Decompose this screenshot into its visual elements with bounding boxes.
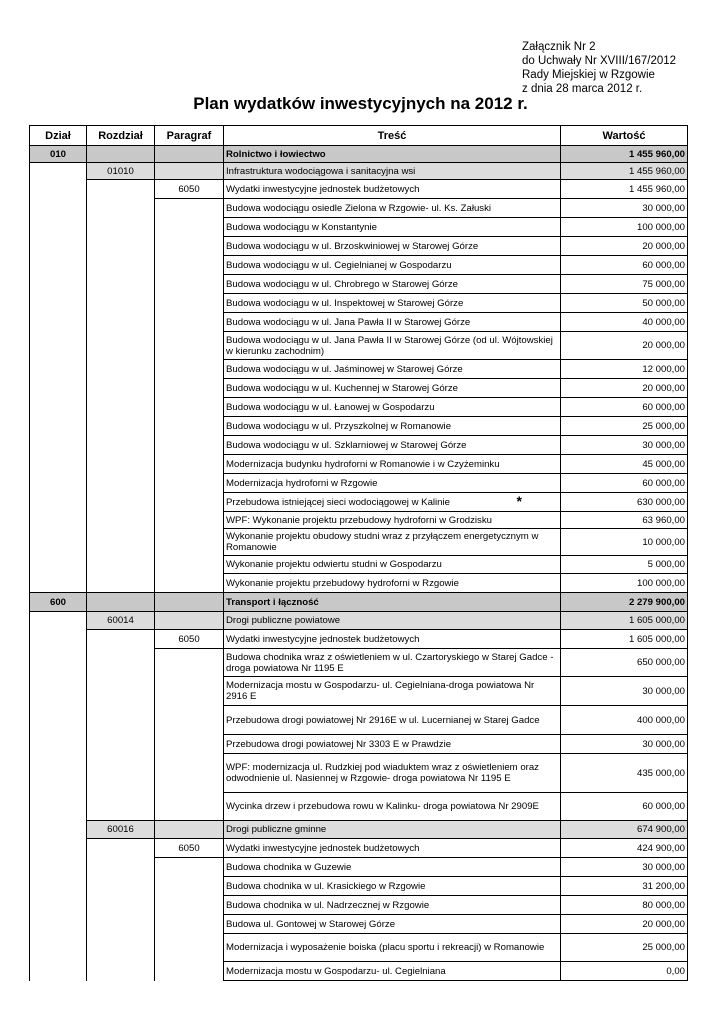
table-header-row (30, 126, 688, 146)
wartosc-cell: 60 000,00 (561, 793, 688, 821)
paragraf-cell (155, 455, 224, 474)
wartosc-cell: 25 000,00 (561, 934, 688, 962)
rozdzial-cell (87, 146, 155, 163)
tresc-cell: Budowa chodnika w ul. Krasickiego w Rzgowie (224, 877, 561, 896)
table-row (30, 934, 688, 962)
dzial-cell (30, 574, 87, 593)
table-row (30, 218, 688, 237)
tresc-cell: Przebudowa drogi powiatowej Nr 2916E w ul. Lucernianej w Starej Gadce (224, 706, 561, 735)
rozdzial-cell (87, 180, 155, 199)
paragraf-cell (155, 793, 224, 821)
dzial-cell (30, 735, 87, 754)
dzial-cell (30, 332, 87, 360)
tresc-cell: Drogi publiczne gminne (224, 821, 561, 839)
table-row (30, 436, 688, 455)
paragraf-cell (155, 379, 224, 398)
table-row (30, 735, 688, 754)
table-row (30, 574, 688, 593)
rozdzial-row (30, 821, 688, 839)
dzial-row (30, 593, 688, 612)
table-row (30, 313, 688, 332)
attachment-note (522, 40, 676, 96)
dzial-cell (30, 821, 87, 839)
rozdzial-cell (87, 839, 155, 858)
dzial-cell (30, 556, 87, 574)
wartosc-cell: 40 000,00 (561, 313, 688, 332)
table-row (30, 237, 688, 256)
wartosc-cell: 1 455 960,00 (561, 146, 688, 163)
tresc-cell: Wykonanie projektu przebudowy hydroforni w Rzgowie (224, 574, 561, 593)
tresc-cell: Wykonanie projektu odwiertu studni w Gospodarzu (224, 556, 561, 574)
rozdzial-cell (87, 793, 155, 821)
paragraf-cell (155, 436, 224, 455)
rozdzial-cell (87, 962, 155, 981)
wartosc-cell: 30 000,00 (561, 199, 688, 218)
table-body (30, 146, 688, 981)
rozdzial-cell (87, 237, 155, 256)
dzial-cell (30, 474, 87, 493)
tresc-cell: Budowa wodociągu w ul. Inspektowej w Starowej Górze (224, 294, 561, 313)
rozdzial-cell (87, 493, 155, 512)
wartosc-cell: 12 000,00 (561, 360, 688, 379)
tresc-cell: WPF: Wykonanie projektu przebudowy hydroforni w Grodzisku (224, 512, 561, 529)
wartosc-cell: 60 000,00 (561, 474, 688, 493)
dzial-cell (30, 612, 87, 630)
rozdzial-cell (87, 332, 155, 360)
wartosc-cell: 75 000,00 (561, 275, 688, 294)
wartosc-cell: 30 000,00 (561, 436, 688, 455)
rozdzial-cell (87, 735, 155, 754)
wartosc-cell: 674 900,00 (561, 821, 688, 839)
dzial-cell (30, 630, 87, 649)
rozdzial-cell: 01010 (87, 163, 155, 180)
table-row (30, 360, 688, 379)
tresc-cell: Budowa wodociągu w ul. Jana Pawła II w Starowej Górze (od ul. Wójtowskiej w kierunku zachodnim) (224, 332, 561, 360)
paragraf-cell (155, 754, 224, 793)
table-row (30, 677, 688, 706)
dzial-cell (30, 915, 87, 934)
table-row (30, 417, 688, 436)
tresc-cell: Budowa ul. Gontowej w Starowej Górze (224, 915, 561, 934)
table-row (30, 294, 688, 313)
tresc-cell: Rolnictwo i łowiectwo (224, 146, 561, 163)
page-title (0, 94, 725, 114)
wartosc-cell: 30 000,00 (561, 677, 688, 706)
table-row (30, 649, 688, 677)
header-wartosc: Wartość (561, 126, 688, 146)
wartosc-cell: 20 000,00 (561, 332, 688, 360)
dzial-cell (30, 256, 87, 275)
tresc-cell: Przebudowa drogi powiatowej Nr 3303 E w Prawdzie (224, 735, 561, 754)
header-dzial: Dział (30, 126, 87, 146)
wartosc-cell: 30 000,00 (561, 735, 688, 754)
asterisk-mark: * (516, 492, 522, 509)
table-row (30, 332, 688, 360)
rozdzial-cell (87, 915, 155, 934)
table-row (30, 706, 688, 735)
table-row (30, 398, 688, 417)
paragraf-cell (155, 677, 224, 706)
rozdzial-cell (87, 877, 155, 896)
wartosc-cell: 100 000,00 (561, 574, 688, 593)
wartosc-cell: 435 000,00 (561, 754, 688, 793)
table-row (30, 754, 688, 793)
paragraf-cell (155, 474, 224, 493)
rozdzial-cell (87, 858, 155, 877)
dzial-cell (30, 858, 87, 877)
page-title-text: Plan wydatków inwestycyjnych na 2012 r. (193, 94, 528, 113)
tresc-cell: Budowa wodociągu w ul. Cegielnianej w Gospodarzu (224, 256, 561, 275)
wartosc-cell: 1 455 960,00 (561, 180, 688, 199)
tresc-cell: WPF: modernizacja ul. Rudzkiej pod wiaduktem wraz z oświetleniem oraz odwodnienie ul. Nasiennej w Rzgowie- droga powiatowa Nr 1195 E (224, 754, 561, 793)
wartosc-cell: 25 000,00 (561, 417, 688, 436)
paragraf-cell (155, 275, 224, 294)
paragraf-cell (155, 821, 224, 839)
wartosc-cell: 45 000,00 (561, 455, 688, 474)
dzial-cell (30, 493, 87, 512)
rozdzial-cell (87, 313, 155, 332)
table-row (30, 896, 688, 915)
rozdzial-cell (87, 630, 155, 649)
paragraf-cell (155, 199, 224, 218)
wartosc-cell: 63 960,00 (561, 512, 688, 529)
dzial-cell (30, 180, 87, 199)
rozdzial-cell (87, 294, 155, 313)
table-row (30, 858, 688, 877)
rozdzial-cell (87, 436, 155, 455)
tresc-cell: Budowa wodociągu w ul. Przyszkolnej w Romanowie (224, 417, 561, 436)
paragraf-cell (155, 556, 224, 574)
tresc-cell: Budowa chodnika w ul. Nadrzecznej w Rzgowie (224, 896, 561, 915)
rozdzial-cell (87, 706, 155, 735)
rozdzial-cell (87, 512, 155, 529)
tresc-cell: Modernizacja budynku hydroforni w Romanowie i w Czyżeminku (224, 455, 561, 474)
dzial-cell (30, 218, 87, 237)
dzial-cell (30, 275, 87, 294)
paragraf-cell (155, 915, 224, 934)
dzial-cell (30, 706, 87, 735)
tresc-cell: Budowa wodociągu w ul. Jaśminowej w Starowej Górze (224, 360, 561, 379)
wartosc-cell: 650 000,00 (561, 649, 688, 677)
rozdzial-cell (87, 556, 155, 574)
table-row (30, 915, 688, 934)
tresc-cell: Budowa wodociągu osiedle Zielona w Rzgowie- ul. Ks. Załuski (224, 199, 561, 218)
dzial-cell (30, 512, 87, 529)
wartosc-cell: 60 000,00 (561, 398, 688, 417)
dzial-cell (30, 237, 87, 256)
paragraf-row (30, 839, 688, 858)
tresc-cell: Modernizacja i wyposażenie boiska (placu sportu i rekreacji) w Romanowie (224, 934, 561, 962)
rozdzial-cell: 60014 (87, 612, 155, 630)
paragraf-cell (155, 649, 224, 677)
dzial-cell (30, 754, 87, 793)
wartosc-cell: 30 000,00 (561, 858, 688, 877)
table-row (30, 962, 688, 981)
tresc-cell: Budowa wodociągu w ul. Kuchennej w Starowej Górze (224, 379, 561, 398)
table-row (30, 556, 688, 574)
dzial-cell: 600 (30, 593, 87, 612)
rozdzial-cell (87, 677, 155, 706)
paragraf-cell (155, 574, 224, 593)
table-row (30, 512, 688, 529)
tresc-cell: Drogi publiczne powiatowe (224, 612, 561, 630)
wartosc-cell: 1 455 960,00 (561, 163, 688, 180)
paragraf-cell (155, 256, 224, 275)
tresc-cell: Budowa wodociągu w ul. Brzoskwiniowej w Starowej Górze (224, 237, 561, 256)
paragraf-cell (155, 237, 224, 256)
wartosc-cell: 400 000,00 (561, 706, 688, 735)
tresc-cell: Budowa wodociągu w Konstantynie (224, 218, 561, 237)
dzial-cell (30, 677, 87, 706)
dzial-cell: 010 (30, 146, 87, 163)
tresc-cell: Modernizacja hydroforni w Rzgowie (224, 474, 561, 493)
dzial-cell (30, 529, 87, 556)
paragraf-cell (155, 398, 224, 417)
paragraf-cell (155, 735, 224, 754)
paragraf-cell (155, 332, 224, 360)
tresc-cell: Wydatki inwestycyjne jednostek budżetowych (224, 630, 561, 649)
dzial-cell (30, 896, 87, 915)
table-row (30, 793, 688, 821)
wartosc-cell: 1 605 000,00 (561, 630, 688, 649)
tresc-cell: Budowa chodnika w Guzewie (224, 858, 561, 877)
dzial-cell (30, 163, 87, 180)
dzial-cell (30, 455, 87, 474)
attachment-line-2: do Uchwały Nr XVIII/167/2012 (522, 55, 677, 67)
table-row (30, 379, 688, 398)
attachment-line-3: Rady Miejskiej w Rzgowie (522, 69, 655, 81)
paragraf-cell (155, 163, 224, 180)
wartosc-cell: 100 000,00 (561, 218, 688, 237)
attachment-line-4: z dnia 28 marca 2012 r. (522, 83, 643, 95)
rozdzial-cell (87, 379, 155, 398)
paragraf-cell (155, 612, 224, 630)
table-row (30, 877, 688, 896)
tresc-cell: Wydatki inwestycyjne jednostek budżetowych (224, 180, 561, 199)
paragraf-cell (155, 294, 224, 313)
dzial-cell (30, 379, 87, 398)
rozdzial-cell (87, 256, 155, 275)
paragraf-cell (155, 218, 224, 237)
table-row (30, 474, 688, 493)
header-paragraf: Paragraf (155, 126, 224, 146)
table-row (30, 455, 688, 474)
paragraf-cell: 6050 (155, 839, 224, 858)
paragraf-cell (155, 896, 224, 915)
tresc-cell: Modernizacja mostu w Gospodarzu- ul. Cegielniana (224, 962, 561, 981)
dzial-cell (30, 436, 87, 455)
rozdzial-cell (87, 649, 155, 677)
tresc-cell: Budowa wodociągu w ul. Szklarniowej w Starowej Górze (224, 436, 561, 455)
wartosc-cell: 2 279 900,00 (561, 593, 688, 612)
table-row (30, 529, 688, 556)
paragraf-cell (155, 360, 224, 379)
dzial-cell (30, 877, 87, 896)
tresc-cell: Infrastruktura wodociągowa i sanitacyjna wsi (224, 163, 561, 180)
paragraf-cell: 6050 (155, 180, 224, 199)
rozdzial-cell (87, 218, 155, 237)
dzial-cell (30, 398, 87, 417)
dzial-cell (30, 199, 87, 218)
rozdzial-cell (87, 417, 155, 436)
rozdzial-cell (87, 275, 155, 294)
dzial-cell (30, 649, 87, 677)
tresc-cell: Transport i łączność (224, 593, 561, 612)
tresc-cell: Wycinka drzew i przebudowa rowu w Kalinku- droga powiatowa Nr 2909E (224, 793, 561, 821)
wartosc-cell: 10 000,00 (561, 529, 688, 556)
tresc-cell: Wykonanie projektu obudowy studni wraz z przyłączem energetycznym w Romanowie (224, 529, 561, 556)
paragraf-cell (155, 493, 224, 512)
paragraf-cell (155, 706, 224, 735)
wartosc-cell: 60 000,00 (561, 256, 688, 275)
dzial-cell (30, 793, 87, 821)
tresc-cell: Budowa chodnika wraz z oświetleniem w ul. Czartoryskiego w Starej Gadce -droga powiatowa Nr 1195 E (224, 649, 561, 677)
paragraf-cell (155, 877, 224, 896)
rozdzial-cell (87, 754, 155, 793)
rozdzial-row (30, 612, 688, 630)
rozdzial-cell (87, 593, 155, 612)
wartosc-cell: 5 000,00 (561, 556, 688, 574)
tresc-cell: Budowa wodociągu w ul. Jana Pawła II w Starowej Górze (224, 313, 561, 332)
table-row (30, 199, 688, 218)
tresc-cell: Budowa wodociągu w ul. Łanowej w Gospodarzu (224, 398, 561, 417)
wartosc-cell: 0,00 (561, 962, 688, 981)
wartosc-cell: 20 000,00 (561, 915, 688, 934)
paragraf-cell (155, 512, 224, 529)
header-tresc: Treść (224, 126, 561, 146)
rozdzial-cell (87, 934, 155, 962)
investment-plan-table (29, 125, 688, 981)
paragraf-cell (155, 934, 224, 962)
dzial-cell (30, 417, 87, 436)
paragraf-cell (155, 313, 224, 332)
paragraf-cell: 6050 (155, 630, 224, 649)
paragraf-row (30, 630, 688, 649)
rozdzial-cell (87, 398, 155, 417)
dzial-cell (30, 962, 87, 981)
paragraf-row (30, 180, 688, 199)
rozdzial-cell: 60016 (87, 821, 155, 839)
tresc-cell: Modernizacja mostu w Gospodarzu- ul. Cegielniana-droga powiatowa Nr 2916 E (224, 677, 561, 706)
rozdzial-cell (87, 474, 155, 493)
table-row (30, 493, 688, 512)
rozdzial-row (30, 163, 688, 180)
paragraf-cell (155, 417, 224, 436)
paragraf-cell (155, 146, 224, 163)
tresc-cell: * Przebudowa istniejącej sieci wodociągowej w Kalinie (224, 493, 561, 512)
wartosc-cell: 31 200,00 (561, 877, 688, 896)
dzial-cell (30, 839, 87, 858)
paragraf-cell (155, 593, 224, 612)
tresc-cell: Budowa wodociągu w ul. Chrobrego w Starowej Górze (224, 275, 561, 294)
paragraf-cell (155, 858, 224, 877)
paragraf-cell (155, 529, 224, 556)
rozdzial-cell (87, 199, 155, 218)
dzial-cell (30, 934, 87, 962)
header-rozdzial: Rozdział (87, 126, 155, 146)
wartosc-cell: 1 605 000,00 (561, 612, 688, 630)
wartosc-cell: 20 000,00 (561, 379, 688, 398)
paragraf-cell (155, 962, 224, 981)
table-row (30, 275, 688, 294)
rozdzial-cell (87, 360, 155, 379)
dzial-row (30, 146, 688, 163)
attachment-line-1: Załącznik Nr 2 (522, 41, 596, 53)
wartosc-cell: 80 000,00 (561, 896, 688, 915)
tresc-cell: Wydatki inwestycyjne jednostek budżetowych (224, 839, 561, 858)
rozdzial-cell (87, 455, 155, 474)
table-row (30, 256, 688, 275)
wartosc-cell: 20 000,00 (561, 237, 688, 256)
rozdzial-cell (87, 529, 155, 556)
rozdzial-cell (87, 574, 155, 593)
rozdzial-cell (87, 896, 155, 915)
dzial-cell (30, 294, 87, 313)
wartosc-cell: 50 000,00 (561, 294, 688, 313)
dzial-cell (30, 313, 87, 332)
wartosc-cell: 424 900,00 (561, 839, 688, 858)
dzial-cell (30, 360, 87, 379)
wartosc-cell: 630 000,00 (561, 493, 688, 512)
